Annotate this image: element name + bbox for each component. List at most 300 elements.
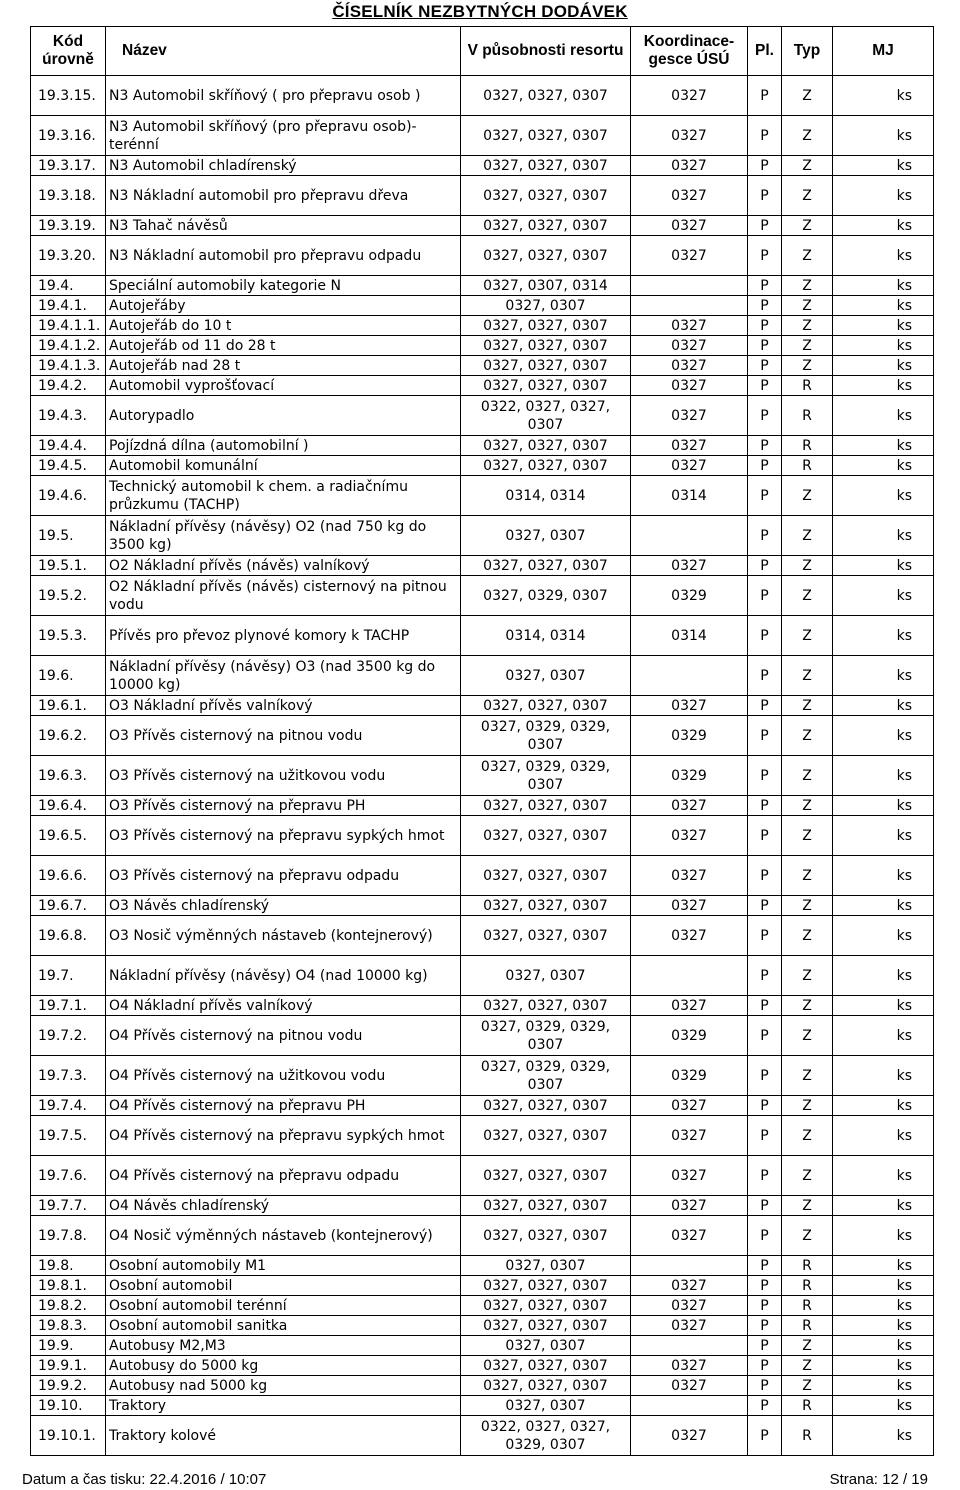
row-koordinace: 0329 [631,756,748,796]
table-row [31,156,934,176]
row-code: 19.4.1.1. [31,316,106,336]
row-typ: Z [782,856,833,896]
row-typ: R [782,376,833,396]
row-mj: ks [833,1096,934,1116]
row-pl: P [748,1396,782,1416]
row-typ: Z [782,336,833,356]
row-name: N3 Automobil chladírenský [106,156,461,176]
row-name: Přívěs pro převoz plynové komory k TACHP [106,616,461,656]
table-row [31,1216,934,1256]
table-row [31,756,934,796]
row-mj: ks [833,476,934,516]
row-koordinace: 0327 [631,1156,748,1196]
row-pl: P [748,476,782,516]
row-typ: Z [782,1356,833,1376]
row-koordinace: 0327 [631,76,748,116]
row-resort: 0327, 0307 [461,656,631,696]
row-resort: 0327, 0307 [461,516,631,556]
row-typ: Z [782,756,833,796]
row-typ: Z [782,156,833,176]
row-resort: 0327, 0327, 0307 [461,1116,631,1156]
row-name: O4 Přívěs cisternový na přepravu odpadu [106,1156,461,1196]
row-mj: ks [833,1376,934,1396]
row-resort: 0327, 0327, 0307 [461,916,631,956]
row-pl: P [748,236,782,276]
row-name: O4 Návěs chladírenský [106,1196,461,1216]
row-pl: P [748,336,782,356]
row-resort: 0327, 0327, 0307 [461,1156,631,1196]
row-resort: 0327, 0327, 0307 [461,1196,631,1216]
row-pl: P [748,436,782,456]
row-typ: R [782,396,833,436]
row-mj: ks [833,216,934,236]
row-code: 19.5. [31,516,106,556]
row-name: O3 Přívěs cisternový na pitnou vodu [106,716,461,756]
row-pl: P [748,696,782,716]
row-typ: Z [782,1196,833,1216]
row-name: O3 Přívěs cisternový na přepravu sypkých hmot [106,816,461,856]
row-name: O3 Přívěs cisternový na užitkovou vodu [106,756,461,796]
row-name: Automobil vyprošťovací [106,376,461,396]
row-resort: 0314, 0314 [461,476,631,516]
row-mj: ks [833,996,934,1016]
table-row [31,76,934,116]
row-resort: 0327, 0327, 0307 [461,176,631,216]
row-pl: P [748,916,782,956]
row-pl: P [748,76,782,116]
row-pl: P [748,656,782,696]
row-koordinace: 0329 [631,1056,748,1096]
row-code: 19.8.3. [31,1316,106,1336]
row-mj: ks [833,1396,934,1416]
table-row [31,656,934,696]
row-resort: 0327, 0327, 0307 [461,356,631,376]
row-typ: Z [782,556,833,576]
row-mj: ks [833,616,934,656]
row-resort: 0327, 0327, 0307 [461,436,631,456]
header-nazev: Název [106,27,461,76]
table-row [31,696,934,716]
row-name: Speciální automobily kategorie N [106,276,461,296]
row-pl: P [748,1336,782,1356]
row-koordinace: 0327 [631,216,748,236]
row-koordinace [631,1336,748,1356]
row-mj: ks [833,1196,934,1216]
row-typ: Z [782,996,833,1016]
row-koordinace: 0327 [631,816,748,856]
table-row [31,216,934,236]
row-mj: ks [833,356,934,376]
row-pl: P [748,1316,782,1336]
row-koordinace [631,956,748,996]
row-resort: 0327, 0327, 0307 [461,316,631,336]
row-typ: R [782,1296,833,1316]
row-koordinace: 0327 [631,1316,748,1336]
row-koordinace: 0327 [631,1196,748,1216]
row-code: 19.9. [31,1336,106,1356]
row-resort: 0327, 0327, 0307 [461,816,631,856]
row-koordinace: 0327 [631,376,748,396]
row-koordinace: 0314 [631,616,748,656]
row-pl: P [748,1116,782,1156]
row-koordinace: 0327 [631,116,748,156]
row-resort: 0327, 0327, 0307 [461,156,631,176]
table-row [31,476,934,516]
table-row [31,436,934,456]
row-resort: 0327, 0327, 0307 [461,796,631,816]
row-name: O2 Nákladní přívěs (návěs) cisternový na pitnou vodu [106,576,461,616]
row-pl: P [748,856,782,896]
table-row [31,556,934,576]
table-row [31,916,934,956]
row-name: Traktory [106,1396,461,1416]
table-row [31,516,934,556]
row-koordinace: 0327 [631,336,748,356]
row-typ: Z [782,76,833,116]
row-name: Autojeřáb do 10 t [106,316,461,336]
row-code: 19.7.6. [31,1156,106,1196]
row-code: 19.7.2. [31,1016,106,1056]
row-typ: R [782,436,833,456]
row-typ: Z [782,616,833,656]
row-mj: ks [833,156,934,176]
row-resort: 0327, 0329, 0329, 0307 [461,756,631,796]
print-date: Datum a čas tisku: 22.4.2016 / 10:07 [22,1471,267,1488]
row-typ: R [782,456,833,476]
row-pl: P [748,956,782,996]
row-name: N3 Automobil skříňový (pro přepravu osob)-terénní [106,116,461,156]
row-mj: ks [833,316,934,336]
row-koordinace: 0327 [631,396,748,436]
row-name: O4 Přívěs cisternový na přepravu PH [106,1096,461,1116]
row-code: 19.4.5. [31,456,106,476]
row-code: 19.7.5. [31,1116,106,1156]
row-name: N3 Nákladní automobil pro přepravu dřeva [106,176,461,216]
row-resort: 0327, 0329, 0307 [461,576,631,616]
row-code: 19.3.20. [31,236,106,276]
row-koordinace: 0327 [631,356,748,376]
row-mj: ks [833,916,934,956]
row-resort: 0327, 0329, 0329, 0307 [461,716,631,756]
row-name: Autojeřáb nad 28 t [106,356,461,376]
row-name: O3 Návěs chladírenský [106,896,461,916]
row-code: 19.3.17. [31,156,106,176]
row-mj: ks [833,1156,934,1196]
row-resort: 0322, 0327, 0327, 0329, 0307 [461,1416,631,1456]
table-row [31,1356,934,1376]
row-typ: Z [782,356,833,376]
table-row [31,896,934,916]
row-resort: 0327, 0327, 0307 [461,856,631,896]
row-koordinace: 0327 [631,176,748,216]
row-code: 19.6.5. [31,816,106,856]
row-koordinace: 0327 [631,1116,748,1156]
table-row [31,116,934,156]
row-koordinace: 0327 [631,996,748,1016]
row-pl: P [748,456,782,476]
row-mj: ks [833,1116,934,1156]
row-name: Nákladní přívěsy (návěsy) O2 (nad 750 kg do 3500 kg) [106,516,461,556]
row-code: 19.4.3. [31,396,106,436]
row-typ: Z [782,696,833,716]
row-koordinace: 0327 [631,1216,748,1256]
row-koordinace: 0327 [631,1276,748,1296]
row-mj: ks [833,276,934,296]
row-koordinace: 0327 [631,436,748,456]
row-pl: P [748,156,782,176]
row-code: 19.7.4. [31,1096,106,1116]
table-row [31,716,934,756]
row-typ: Z [782,116,833,156]
row-koordinace: 0327 [631,1416,748,1456]
row-koordinace: 0327 [631,856,748,896]
row-name: Nákladní přívěsy (návěsy) O4 (nad 10000 kg) [106,956,461,996]
row-pl: P [748,376,782,396]
row-typ: Z [782,956,833,996]
row-mj: ks [833,556,934,576]
row-name: O4 Přívěs cisternový na pitnou vodu [106,1016,461,1056]
row-code: 19.4. [31,276,106,296]
row-mj: ks [833,376,934,396]
header-kod: Kód úrovně [31,27,106,76]
row-resort: 0327, 0327, 0307 [461,996,631,1016]
row-koordinace: 0327 [631,896,748,916]
row-code: 19.4.6. [31,476,106,516]
row-pl: P [748,116,782,156]
row-resort: 0327, 0327, 0307 [461,1216,631,1256]
row-typ: Z [782,716,833,756]
row-resort: 0327, 0329, 0329, 0307 [461,1056,631,1096]
row-typ: Z [782,176,833,216]
row-koordinace: 0327 [631,316,748,336]
row-code: 19.4.1.2. [31,336,106,356]
row-code: 19.7.8. [31,1216,106,1256]
row-code: 19.6.6. [31,856,106,896]
row-name: O4 Přívěs cisternový na užitkovou vodu [106,1056,461,1096]
header-koord: Koordinace-gesce ÚSÚ [631,27,748,76]
row-koordinace: 0329 [631,1016,748,1056]
row-resort: 0327, 0307 [461,1256,631,1276]
table-row [31,236,934,276]
row-koordinace [631,1256,748,1276]
row-code: 19.6.4. [31,796,106,816]
table-row [31,1336,934,1356]
row-resort: 0327, 0307, 0314 [461,276,631,296]
row-koordinace [631,1396,748,1416]
row-code: 19.6.1. [31,696,106,716]
row-resort: 0327, 0327, 0307 [461,1316,631,1336]
table-row [31,1396,934,1416]
row-resort: 0327, 0327, 0307 [461,1276,631,1296]
table-row [31,576,934,616]
row-name: O4 Přívěs cisternový na přepravu sypkých hmot [106,1116,461,1156]
row-typ: R [782,1316,833,1336]
row-typ: Z [782,476,833,516]
row-koordinace: 0327 [631,916,748,956]
table-row [31,996,934,1016]
row-typ: Z [782,656,833,696]
row-pl: P [748,356,782,376]
row-pl: P [748,616,782,656]
row-koordinace: 0329 [631,716,748,756]
header-resort: V působnosti resortu [461,27,631,76]
row-pl: P [748,516,782,556]
row-typ: Z [782,1336,833,1356]
row-typ: Z [782,576,833,616]
row-mj: ks [833,436,934,456]
row-mj: ks [833,796,934,816]
row-mj: ks [833,516,934,556]
table-row [31,316,934,336]
table-row [31,616,934,656]
row-mj: ks [833,816,934,856]
row-typ: R [782,1416,833,1456]
row-code: 19.10.1. [31,1416,106,1456]
row-koordinace: 0327 [631,1356,748,1376]
row-mj: ks [833,696,934,716]
row-pl: P [748,756,782,796]
row-resort: 0327, 0327, 0307 [461,76,631,116]
table-row [31,1416,934,1456]
row-pl: P [748,1016,782,1056]
row-pl: P [748,216,782,236]
row-koordinace [631,516,748,556]
row-typ: Z [782,276,833,296]
row-name: Autojeřáb od 11 do 28 t [106,336,461,356]
row-code: 19.3.15. [31,76,106,116]
row-name: Pojízdná dílna (automobilní ) [106,436,461,456]
row-typ: Z [782,1116,833,1156]
row-koordinace: 0327 [631,236,748,276]
row-code: 19.4.1.3. [31,356,106,376]
table-row [31,276,934,296]
row-code: 19.4.1. [31,296,106,316]
row-resort: 0327, 0327, 0307 [461,116,631,156]
row-name: Osobní automobil terénní [106,1296,461,1316]
row-code: 19.7.3. [31,1056,106,1096]
row-mj: ks [833,116,934,156]
table-row [31,296,934,316]
row-name: Autobusy M2,M3 [106,1336,461,1356]
row-resort: 0327, 0327, 0307 [461,456,631,476]
table-row [31,336,934,356]
table-row [31,1376,934,1396]
row-name: Osobní automobil sanitka [106,1316,461,1336]
table-row [31,1296,934,1316]
row-name: Automobil komunální [106,456,461,476]
row-typ: Z [782,316,833,336]
row-pl: P [748,1416,782,1456]
row-koordinace: 0314 [631,476,748,516]
row-typ: Z [782,796,833,816]
table-row [31,956,934,996]
row-resort: 0327, 0327, 0307 [461,896,631,916]
row-typ: Z [782,1156,833,1196]
row-name: O4 Nákladní přívěs valníkový [106,996,461,1016]
row-pl: P [748,576,782,616]
row-name: N3 Nákladní automobil pro přepravu odpadu [106,236,461,276]
row-name: O3 Přívěs cisternový na přepravu odpadu [106,856,461,896]
row-mj: ks [833,1276,934,1296]
row-koordinace [631,276,748,296]
table-row [31,856,934,896]
table-row [31,1116,934,1156]
row-resort: 0327, 0329, 0329, 0307 [461,1016,631,1056]
row-typ: Z [782,916,833,956]
row-name: O3 Nákladní přívěs valníkový [106,696,461,716]
row-name: O3 Přívěs cisternový na přepravu PH [106,796,461,816]
table-row [31,1016,934,1056]
row-mj: ks [833,856,934,896]
row-pl: P [748,556,782,576]
row-name: Autorypadlo [106,396,461,436]
row-code: 19.4.2. [31,376,106,396]
row-typ: Z [782,1376,833,1396]
row-koordinace [631,656,748,696]
table-row [31,1156,934,1196]
table-row [31,816,934,856]
row-pl: P [748,1376,782,1396]
row-pl: P [748,396,782,436]
header-typ: Typ [782,27,833,76]
table-row [31,176,934,216]
row-mj: ks [833,1296,934,1316]
row-pl: P [748,796,782,816]
row-code: 19.4.4. [31,436,106,456]
row-koordinace: 0329 [631,576,748,616]
row-code: 19.5.1. [31,556,106,576]
row-mj: ks [833,456,934,476]
table-row [31,1056,934,1096]
row-name: Autojeřáby [106,296,461,316]
row-koordinace: 0327 [631,696,748,716]
row-name: O4 Nosič výměnných nástaveb (kontejnerový) [106,1216,461,1256]
table-row [31,1316,934,1336]
row-mj: ks [833,576,934,616]
row-resort: 0327, 0307 [461,956,631,996]
table-row [31,1276,934,1296]
row-resort: 0327, 0327, 0307 [461,1356,631,1376]
row-mj: ks [833,896,934,916]
row-name: O3 Nosič výměnných nástaveb (kontejnerový) [106,916,461,956]
row-koordinace: 0327 [631,796,748,816]
row-code: 19.6.7. [31,896,106,916]
page-title: ČÍSELNÍK NEZBYTNÝCH DODÁVEK [332,2,628,21]
row-resort: 0314, 0314 [461,616,631,656]
row-mj: ks [833,1416,934,1456]
row-typ: Z [782,816,833,856]
row-pl: P [748,1296,782,1316]
row-mj: ks [833,1056,934,1096]
row-mj: ks [833,1316,934,1336]
row-typ: Z [782,1216,833,1256]
row-typ: Z [782,216,833,236]
row-pl: P [748,896,782,916]
row-pl: P [748,1156,782,1196]
row-pl: P [748,296,782,316]
row-pl: P [748,1256,782,1276]
row-resort: 0327, 0307 [461,296,631,316]
row-code: 19.9.1. [31,1356,106,1376]
row-pl: P [748,316,782,336]
row-typ: R [782,1396,833,1416]
row-name: Traktory kolové [106,1416,461,1456]
row-code: 19.3.16. [31,116,106,156]
row-koordinace [631,296,748,316]
row-resort: 0327, 0327, 0307 [461,696,631,716]
table-row [31,1256,934,1276]
row-code: 19.6.2. [31,716,106,756]
